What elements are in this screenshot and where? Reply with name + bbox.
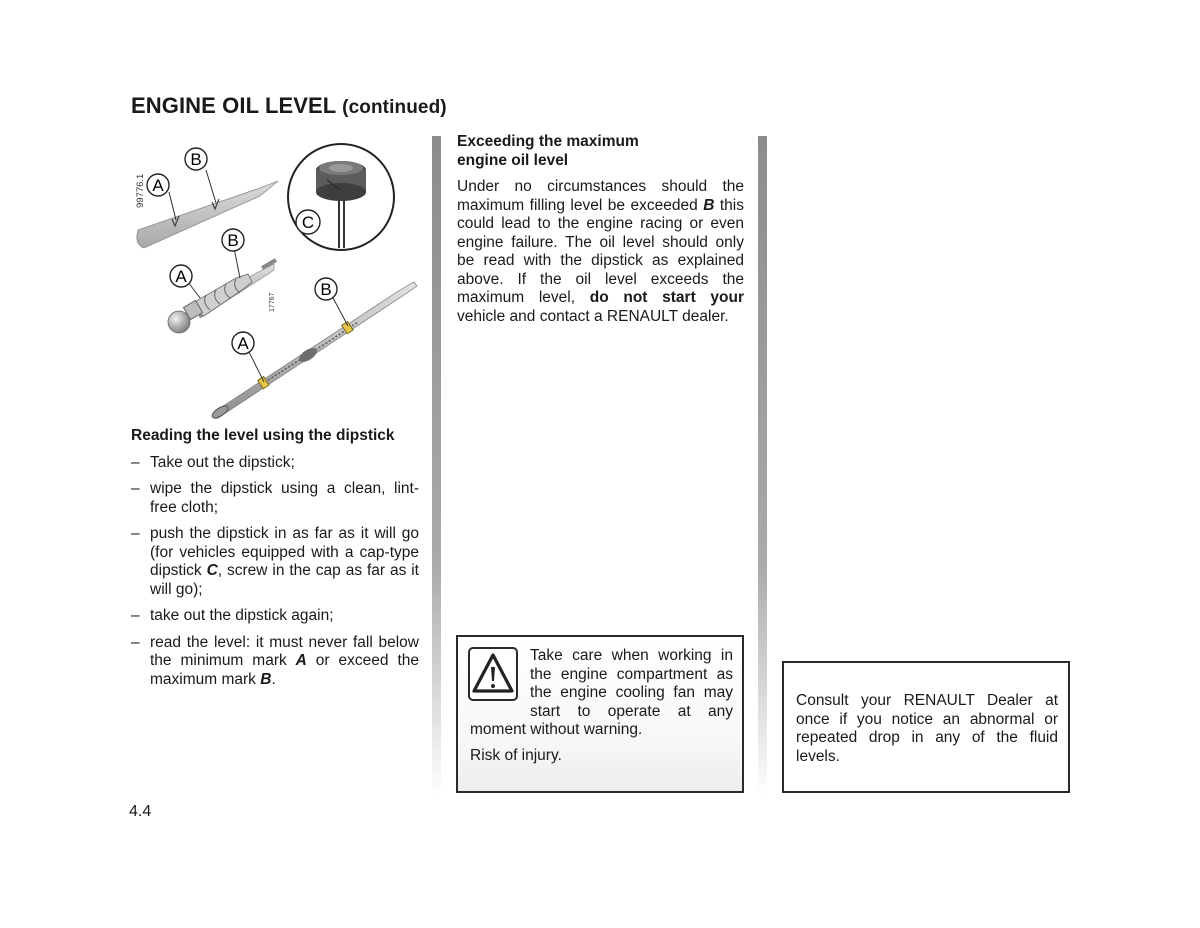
column-separator-right bbox=[758, 136, 767, 796]
list-item: – wipe the dipstick using a clean, lint-free cloth; bbox=[131, 480, 419, 516]
callout-c bbox=[296, 210, 320, 234]
figure-ref-code: 17767 bbox=[269, 292, 276, 312]
figure-ref-code: 99776.1 bbox=[135, 173, 146, 208]
list-item: – Take out the dipstick; bbox=[131, 453, 295, 471]
warning-text: Take care when working in the engine compartment as the engine cooling fan may start to operate at any moment without warning. bbox=[470, 647, 733, 738]
dipstick-steps-list bbox=[131, 454, 419, 690]
svg-text:A: A bbox=[152, 176, 164, 195]
callout-b-bottom bbox=[315, 278, 337, 300]
exceeding-max-section bbox=[457, 133, 744, 326]
page-number: 4.4 bbox=[129, 803, 152, 820]
reading-dipstick-heading: Reading the level using the dipstick bbox=[131, 427, 395, 444]
svg-text:B: B bbox=[320, 280, 332, 299]
callout-b-middle bbox=[222, 229, 244, 251]
do-not-start-emphasis: do not start your bbox=[589, 289, 745, 306]
list-item: – take out the dipstick again; bbox=[131, 607, 334, 624]
list-item: – read the level: it must never fall below the minimum mark A or exceed the maximum mark B. bbox=[131, 633, 419, 688]
dipstick-illustration bbox=[128, 140, 420, 424]
svg-text:A: A bbox=[237, 334, 249, 353]
title-suffix: (continued) bbox=[342, 97, 447, 118]
warning-box bbox=[456, 635, 744, 793]
svg-text:B: B bbox=[227, 231, 239, 250]
title-main: ENGINE OIL LEVEL bbox=[131, 93, 336, 118]
info-box bbox=[782, 661, 1070, 793]
svg-text:B: B bbox=[190, 150, 202, 169]
callout-b-top bbox=[185, 148, 207, 170]
callout-a-middle bbox=[170, 265, 192, 287]
callout-a-top bbox=[147, 174, 169, 196]
exceeding-max-paragraph: Under no circumstances should the maximum filling level be exceeded B this could lead to the engine racing or even engine failure. The oil level should only be read with the dipstick as explained above. If the oil level exceeds the maximum level, do not start your vehicle and contact a RENAULT dealer. bbox=[457, 178, 745, 325]
svg-text:A: A bbox=[175, 267, 187, 286]
callout-a-bottom bbox=[232, 332, 254, 354]
mark-b: B bbox=[703, 196, 715, 214]
reading-dipstick-section bbox=[131, 427, 419, 697]
warning-risk: Risk of injury. bbox=[470, 747, 562, 764]
page-title bbox=[131, 93, 447, 119]
mark-c: C bbox=[206, 562, 218, 579]
mark-b: B bbox=[260, 670, 272, 688]
exceeding-max-heading: Exceeding the maximum engine oil level bbox=[457, 133, 639, 169]
svg-text:C: C bbox=[301, 213, 315, 232]
cap-detail-circle bbox=[288, 144, 394, 250]
list-item: – push the dipstick in as far as it will go (for vehicles equipped with a cap-type dipstick C, screw in the cap as far as it will go); bbox=[131, 525, 419, 598]
info-text: Consult your RENAULT Dealer at once if you notice an abnormal or repeated drop in any of the fluid levels. bbox=[796, 692, 1058, 765]
column-separator-left bbox=[432, 136, 441, 796]
mark-a: A bbox=[295, 652, 307, 669]
